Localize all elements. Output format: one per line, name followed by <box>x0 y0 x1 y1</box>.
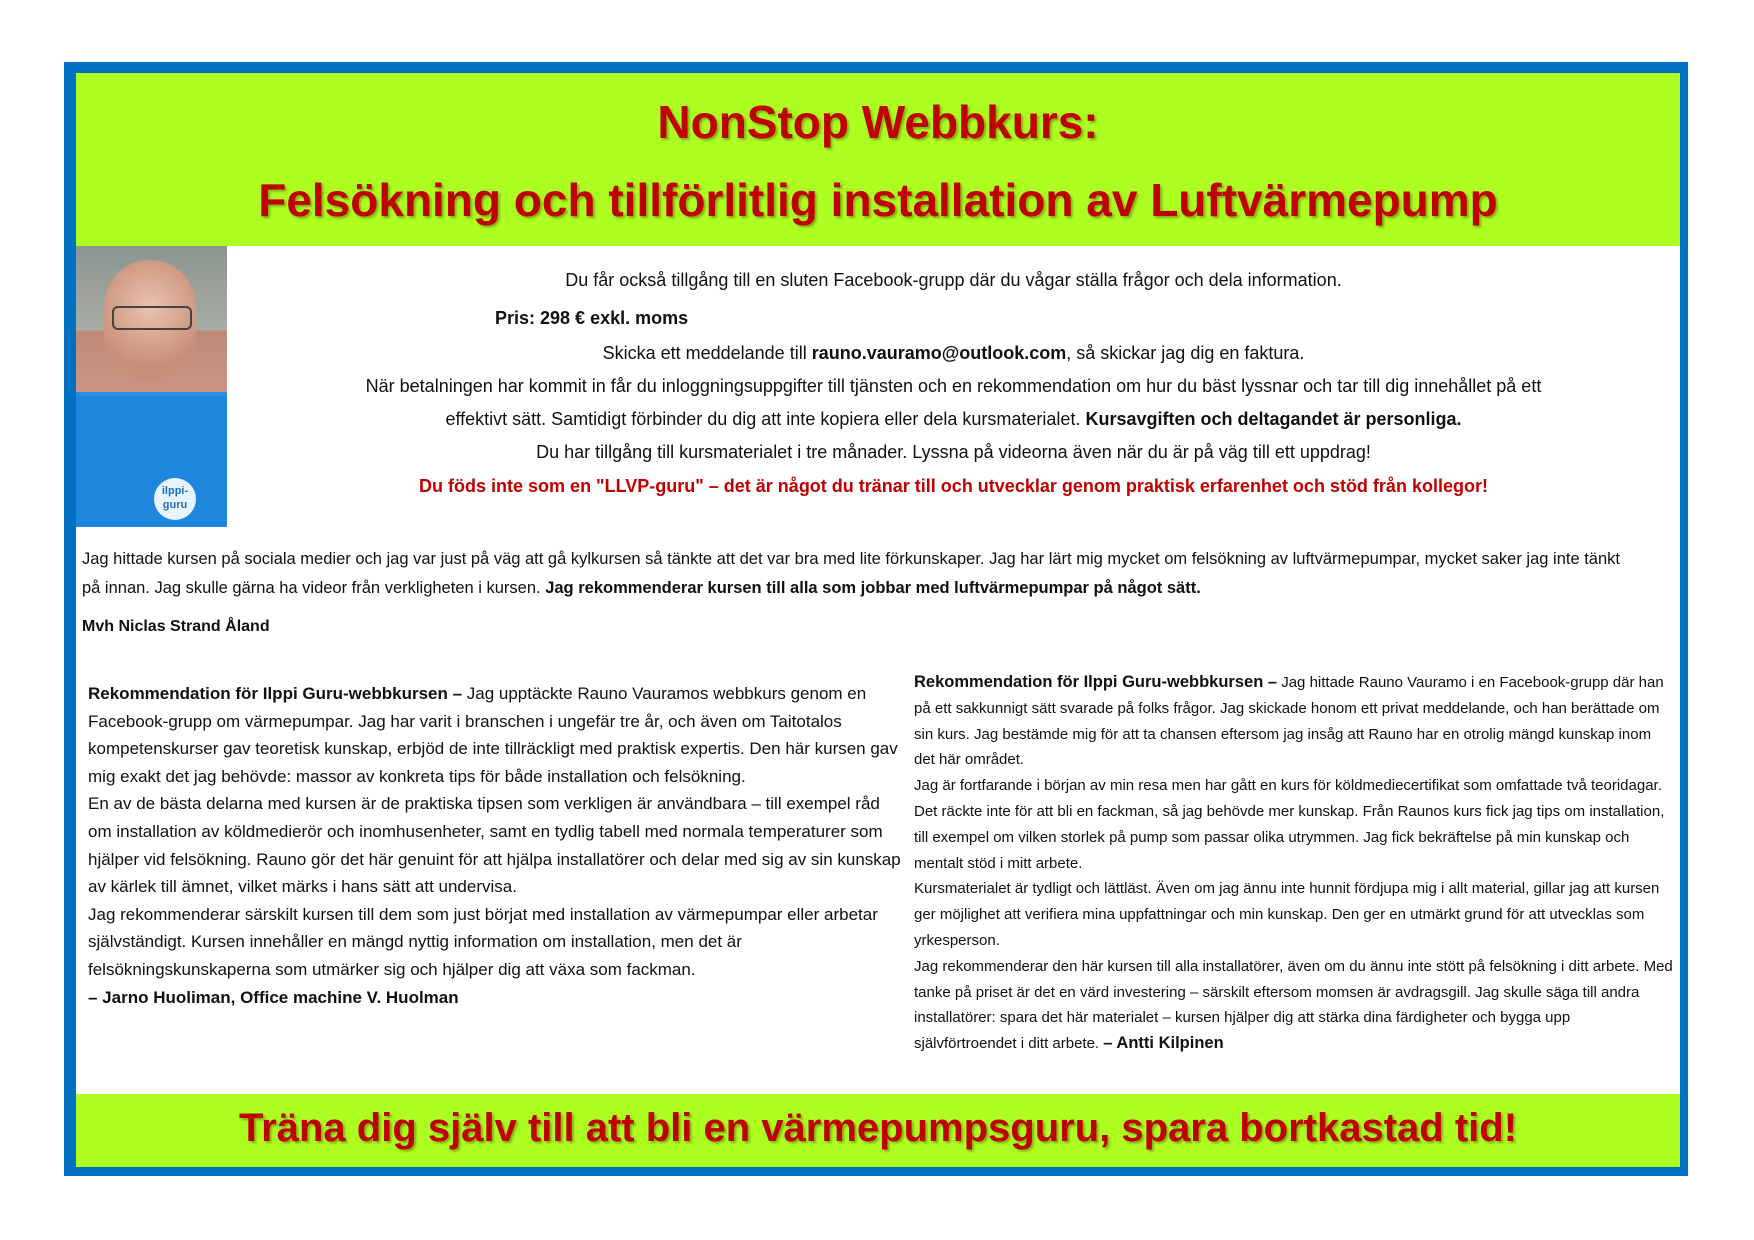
review-signature: – Jarno Huoliman, Office machine V. Huolman <box>88 987 459 1007</box>
review-paragraph: Jag rekommenderar särskilt kursen till dem som just börjat med installation av värmepumpar eller arbetar självständigt. Kursen innehåller en mängd nyttig information om installation, men det är felsökningskunskaperna som utmärker sig och hjälper dig att växa som fackman. <box>88 904 878 979</box>
guru-slogan: Du föds inte som en "LLVP-guru" – det är något du tränar till och utvecklar genom praktisk erfarenhet och stöd från kollegor! <box>419 476 1488 496</box>
page-title: NonStop Webbkurs: <box>657 96 1099 148</box>
review-jarno <box>88 680 906 1011</box>
page-frame <box>64 62 1688 1176</box>
review-paragraph: Kursmaterialet är tydligt och lättläst. Även om jag ännu inte hunnit fördjupa mig i allt material, gillar jag att kursen ger möjlighet att verifiera mina uppfattningar och min kunskap. Den ger en utmärkt grund för att utvecklas som yrkesperson. <box>914 880 1660 949</box>
contact-prefix: Skicka ett meddelande till <box>602 343 812 363</box>
review-paragraph <box>88 680 906 790</box>
page-content <box>76 73 1680 1166</box>
footer-slogan: Träna dig själv till att bli en värmepumpsguru, spara bortkastad tid! <box>238 1106 1518 1150</box>
review-signature: Mvh Niclas Strand Åland <box>82 618 270 635</box>
review-signature: – Antti Kilpinen <box>1103 1034 1224 1053</box>
payment-text-line2 <box>227 409 1680 430</box>
ilppi-guru-logo: ilppi-guru <box>154 478 196 520</box>
photo-glasses <box>112 306 192 330</box>
payment-text: effektivt sätt. Samtidigt förbinder du dig att inte kopiera eller dela kursmaterialet. <box>445 409 1086 429</box>
review-text: Jag rekommenderar den här kursen till alla installatörer, även om du ännu inte stött på felsökning i ditt arbete. Med tanke på priset är det en värd investering – särskilt eftersom momsen är avdragsgill. Jag skulle säga till andra installatörer: spara det här materialet – kursen hjälper dig att stärka dina färdigheter och bygga upp självförtroendet i ditt arbete. <box>914 957 1673 1053</box>
instructor-photo <box>76 246 227 527</box>
review-paragraph: En av de bästa delarna med kursen är de praktiska tipsen som verkligen är användbara – till exempel råd om installation av köldmedierör och inomhusenheter, samt en tydlig tabell med normala temperaturer som hjälper vid felsökning. Rauno gör det här genuint för att hjälpa installatörer och delar med sig av sin kunskap av kärlek till ämnet, vilket märks i hans sätt att undervisa. <box>88 794 901 897</box>
contact-email-link[interactable]: rauno.vauramo@outlook.com <box>811 343 1067 363</box>
contact-suffix: , så skickar jag dig en faktura. <box>1066 343 1305 363</box>
review-heading: Rekommendation för Ilppi Guru-webbkursen – <box>914 673 1278 691</box>
payment-text-line1: När betalningen har kommit in får du inloggningsuppgifter till tjänsten och en rekommendation om hur du bäst lyssnar och tar till dig innehållet på ett <box>365 376 1542 396</box>
personal-notice: Kursavgiften och deltagandet är personliga. <box>1085 409 1462 429</box>
review-paragraph: Jag är fortfarande i början av min resa men har gått en kurs för köldmediecertifikat som omfattade två teoridagar. Det räckte inte för att bli en fackman, så jag behövde mer kunskap. Från Raunos kurs fick jag tips om installation, till exempel om vilken storlek på pump som passar olika utrymmen. Jag fick bekräftelse på min kunskap och mentalt stöd i mitt arbete. <box>914 777 1665 872</box>
review-text: Jag upptäckte Rauno Vauramos webbkurs genom en Facebook-grupp om värmepumpar. Jag har varit i branschen i ungefär tre år, och även om Taitotalos kompetenskurser gav teoretisk kunskap, erbjöd de inte tillräckligt med praktisk expertis. Den här kursen gav mig exakt det jag behövde: massor av konkreta tips för både installation och felsökning. <box>88 684 898 786</box>
footer-banner <box>76 1094 1680 1167</box>
page-subtitle: Felsökning och tillförlitlig installation av Luftvärmepump <box>258 174 1498 226</box>
review-recommendation: Jag rekommenderar kursen till alla som jobbar med luftvärmepumpar på något sätt. <box>545 579 1201 597</box>
review-paragraph <box>914 670 1674 773</box>
review-heading: Rekommendation för Ilppi Guru-webbkursen – <box>88 684 463 703</box>
contact-text <box>227 343 1680 364</box>
photo-shirt <box>76 396 227 527</box>
review-niclas <box>82 545 1640 603</box>
header-banner <box>76 73 1680 246</box>
price-text: Pris: 298 € exkl. moms <box>495 308 689 328</box>
review-text: Jag hittade Rauno Vauramo i en Facebook-grupp där han på ett sakkunnigt sätt svarade på folks frågor. Jag skickade honom ett privat meddelande, och han berättade om sin kurs. Jag bestämde mig för att ta chansen eftersom jag insåg att Rauno har en otrolig mängd kunskap inom det här området. <box>914 674 1664 769</box>
review-antti <box>914 670 1674 1057</box>
facebook-group-text: Du får också tillgång till en sluten Facebook-grupp där du vågar ställa frågor och dela information. <box>565 270 1342 290</box>
review-paragraph <box>914 954 1674 1057</box>
review-text: Jag hittade kursen på sociala medier och jag var just på väg att gå kylkursen så tänkte att det var bra med lite förkunskaper. Jag har lärt mig mycket om felsökning av luftvärmepumpar, mycket saker jag inte tänkt på innan. Jag skulle gärna ha videor från verkligheten i kursen. <box>82 550 1620 597</box>
access-text: Du har tillgång till kursmaterialet i tre månader. Lyssna på videorna även när du är på väg till ett uppdrag! <box>536 442 1371 462</box>
